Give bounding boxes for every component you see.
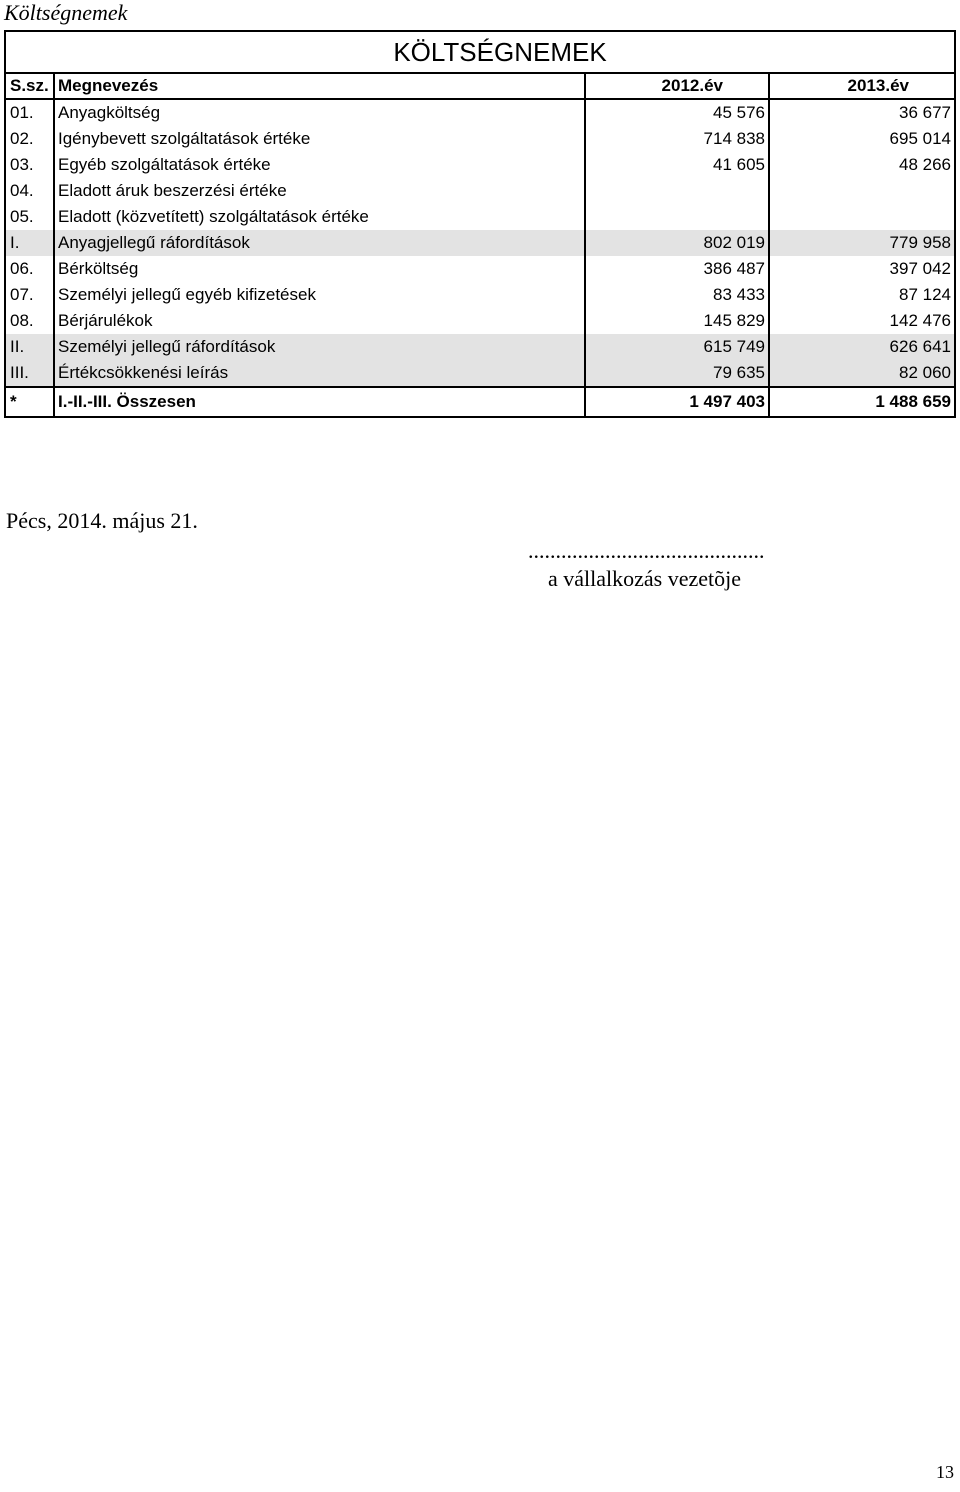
row-2013-cell: 36 677: [899, 103, 951, 122]
row-2012-cell: [586, 204, 770, 230]
table-body: [6, 100, 954, 386]
table-row: [6, 152, 954, 178]
row-name-cell: Anyagjellegű ráfordítások: [55, 230, 586, 256]
row-2013-cell: 142 476: [889, 311, 951, 330]
column-header-2013: 2013.év: [847, 76, 909, 95]
row-name-cell: Bérjárulékok: [55, 308, 586, 334]
row-name-cell: Értékcsökkenési leírás: [55, 360, 586, 386]
row-number-cell: III.: [6, 360, 55, 386]
row-2013-cell: [770, 204, 954, 230]
row-number-cell: I.: [6, 230, 55, 256]
row-2012-cell: 145 829: [586, 308, 770, 334]
row-name-cell: Anyagköltség: [55, 100, 586, 126]
row-number-cell: 07.: [6, 282, 55, 308]
row-name-cell: Eladott áruk beszerzési értéke: [55, 178, 586, 204]
row-2013-cell: 695 014: [889, 129, 951, 148]
table-row: [6, 282, 954, 308]
row-2013-cell: 779 958: [889, 233, 951, 252]
total-name-cell: I.-II.-III. Összesen: [55, 388, 586, 416]
row-number-cell: 04.: [6, 178, 55, 204]
row-2012-cell: 714 838: [586, 126, 770, 152]
row-2013-cell: 87 124: [899, 285, 951, 304]
row-2012-cell: 45 576: [586, 100, 770, 126]
row-2012-cell: 386 487: [586, 256, 770, 282]
cost-types-table: [4, 30, 956, 418]
table-row: [6, 100, 954, 126]
row-2013-cell: 48 266: [899, 155, 951, 174]
table-row: [6, 230, 954, 256]
row-2012-cell: 802 019: [586, 230, 770, 256]
total-2012-cell: 1 497 403: [586, 388, 770, 416]
row-number-cell: 02.: [6, 126, 55, 152]
row-number-cell: 06.: [6, 256, 55, 282]
total-2013-cell: 1 488 659: [875, 392, 951, 411]
row-2013-cell: 626 641: [889, 337, 951, 356]
row-2013-cell: [770, 178, 954, 204]
document-header-title: Költségnemek: [4, 0, 128, 25]
row-2012-cell: [586, 178, 770, 204]
row-number-cell: 05.: [6, 204, 55, 230]
row-number-cell: 01.: [6, 100, 55, 126]
table-header-row: [6, 72, 954, 100]
row-name-cell: Egyéb szolgáltatások értéke: [55, 152, 586, 178]
signature-line: ...........................................: [528, 538, 765, 563]
table-row: [6, 204, 954, 230]
column-header-2012: 2012.év: [586, 74, 770, 98]
row-name-cell: Igénybevett szolgáltatások értéke: [55, 126, 586, 152]
table-row: [6, 334, 954, 360]
row-number-cell: 08.: [6, 308, 55, 334]
row-2012-cell: 79 635: [586, 360, 770, 386]
table-row: [6, 256, 954, 282]
table-title: KÖLTSÉGNEMEK: [393, 37, 607, 67]
total-number-cell: *: [6, 388, 55, 416]
row-2012-cell: 41 605: [586, 152, 770, 178]
row-name-cell: Személyi jellegű ráfordítások: [55, 334, 586, 360]
page-number: 13: [936, 1462, 954, 1482]
table-total-row: [6, 386, 954, 416]
place-and-date: Pécs, 2014. május 21.: [6, 508, 198, 533]
row-name-cell: Eladott (közvetített) szolgáltatások értéke: [55, 204, 586, 230]
column-header-name: Megnevezés: [55, 74, 586, 98]
signature-caption: a vállalkozás vezetõje: [548, 566, 742, 591]
row-number-cell: II.: [6, 334, 55, 360]
row-2013-cell: 82 060: [899, 363, 951, 382]
row-name-cell: Személyi jellegű egyéb kifizetések: [55, 282, 586, 308]
column-header-number: S.sz.: [6, 74, 55, 98]
table-row: [6, 308, 954, 334]
row-2012-cell: 83 433: [586, 282, 770, 308]
row-name-cell: Bérköltség: [55, 256, 586, 282]
row-2013-cell: 397 042: [889, 259, 951, 278]
row-number-cell: 03.: [6, 152, 55, 178]
row-2012-cell: 615 749: [586, 334, 770, 360]
table-row: [6, 360, 954, 386]
table-row: [6, 178, 954, 204]
table-row: [6, 126, 954, 152]
